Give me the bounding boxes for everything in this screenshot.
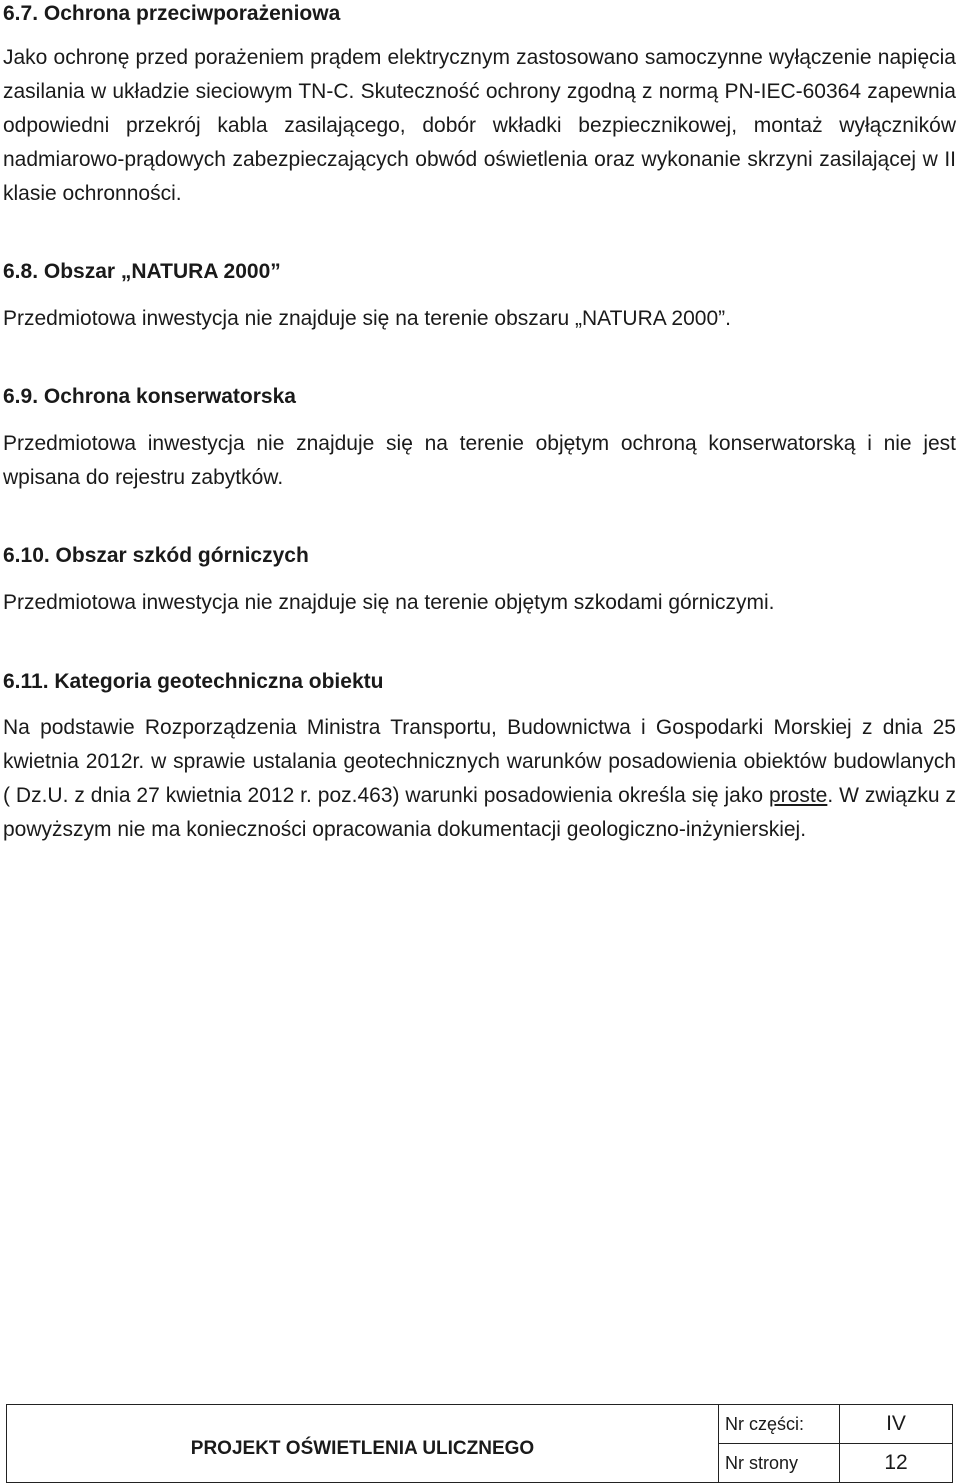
page-number-label: Nr strony: [719, 1444, 840, 1483]
body-text-start: Na podstawie Rozporządzenia Ministra Transportu, Budownictwa i Gospodarki Morskiej z dnia 25 kwietnia 2012r. w sprawie ustalania geotechnicznych warunków posadowienia obiektów budowlanych ( Dz.U. z dnia 27 kwietnia 2012 r. poz.463) warunki posadowienia określa się jako: [3, 716, 956, 807]
section-heading-6-8: 6.8. Obszar „NATURA 2000”: [3, 260, 281, 283]
section-heading-6-7: 6.7. Ochrona przeciwporażeniowa: [3, 2, 341, 25]
section-heading-6-9: 6.9. Ochrona konserwatorska: [3, 385, 296, 408]
section-body-6-9: Przedmiotowa inwestycja nie znajduje się na terenie objętym ochroną konserwatorską i nie jest wpisana do rejestru zabytków.: [3, 432, 956, 489]
section-body-6-11: [3, 711, 956, 847]
section-heading-6-10: 6.10. Obszar szkód górniczych: [3, 544, 309, 567]
section-heading-6-11: 6.11. Kategoria geotechniczna obiektu: [3, 670, 384, 693]
section-body-6-7: Jako ochronę przed porażeniem prądem elektrycznym zastosowano samoczynne wyłączenie napięcia zasilania w układzie sieciowym TN-C. Skuteczność ochrony zgodną z normą PN-IEC-60364 zapewnia odpowiedni przekrój kabla zasilającego, dobór wkładki bezpiecznikowej, montaż wyłączników nadmiarowo-prądowych zabezpieczających obwód oświetlenia oraz wykonanie skrzyni zasilającej w II klasie ochronności.: [3, 46, 956, 205]
part-number-value: IV: [840, 1405, 953, 1444]
project-title: PROJEKT OŚWIETLENIA ULICZNEGO: [7, 1405, 719, 1483]
page-number-value: 12: [840, 1444, 953, 1483]
section-body-6-10: Przedmiotowa inwestycja nie znajduje się na terenie objętym szkodami górniczymi.: [3, 591, 775, 614]
title-block-table: [6, 1404, 953, 1483]
part-number-label: Nr części:: [719, 1405, 840, 1444]
section-body-6-8: Przedmiotowa inwestycja nie znajduje się na terenie obszaru „NATURA 2000”.: [3, 307, 731, 330]
body-text-end: . W związku z powyższym nie ma konieczności opracowania dokumentacji geologiczno-inżynierskiej.: [3, 784, 956, 841]
underlined-term: proste: [768, 784, 828, 807]
